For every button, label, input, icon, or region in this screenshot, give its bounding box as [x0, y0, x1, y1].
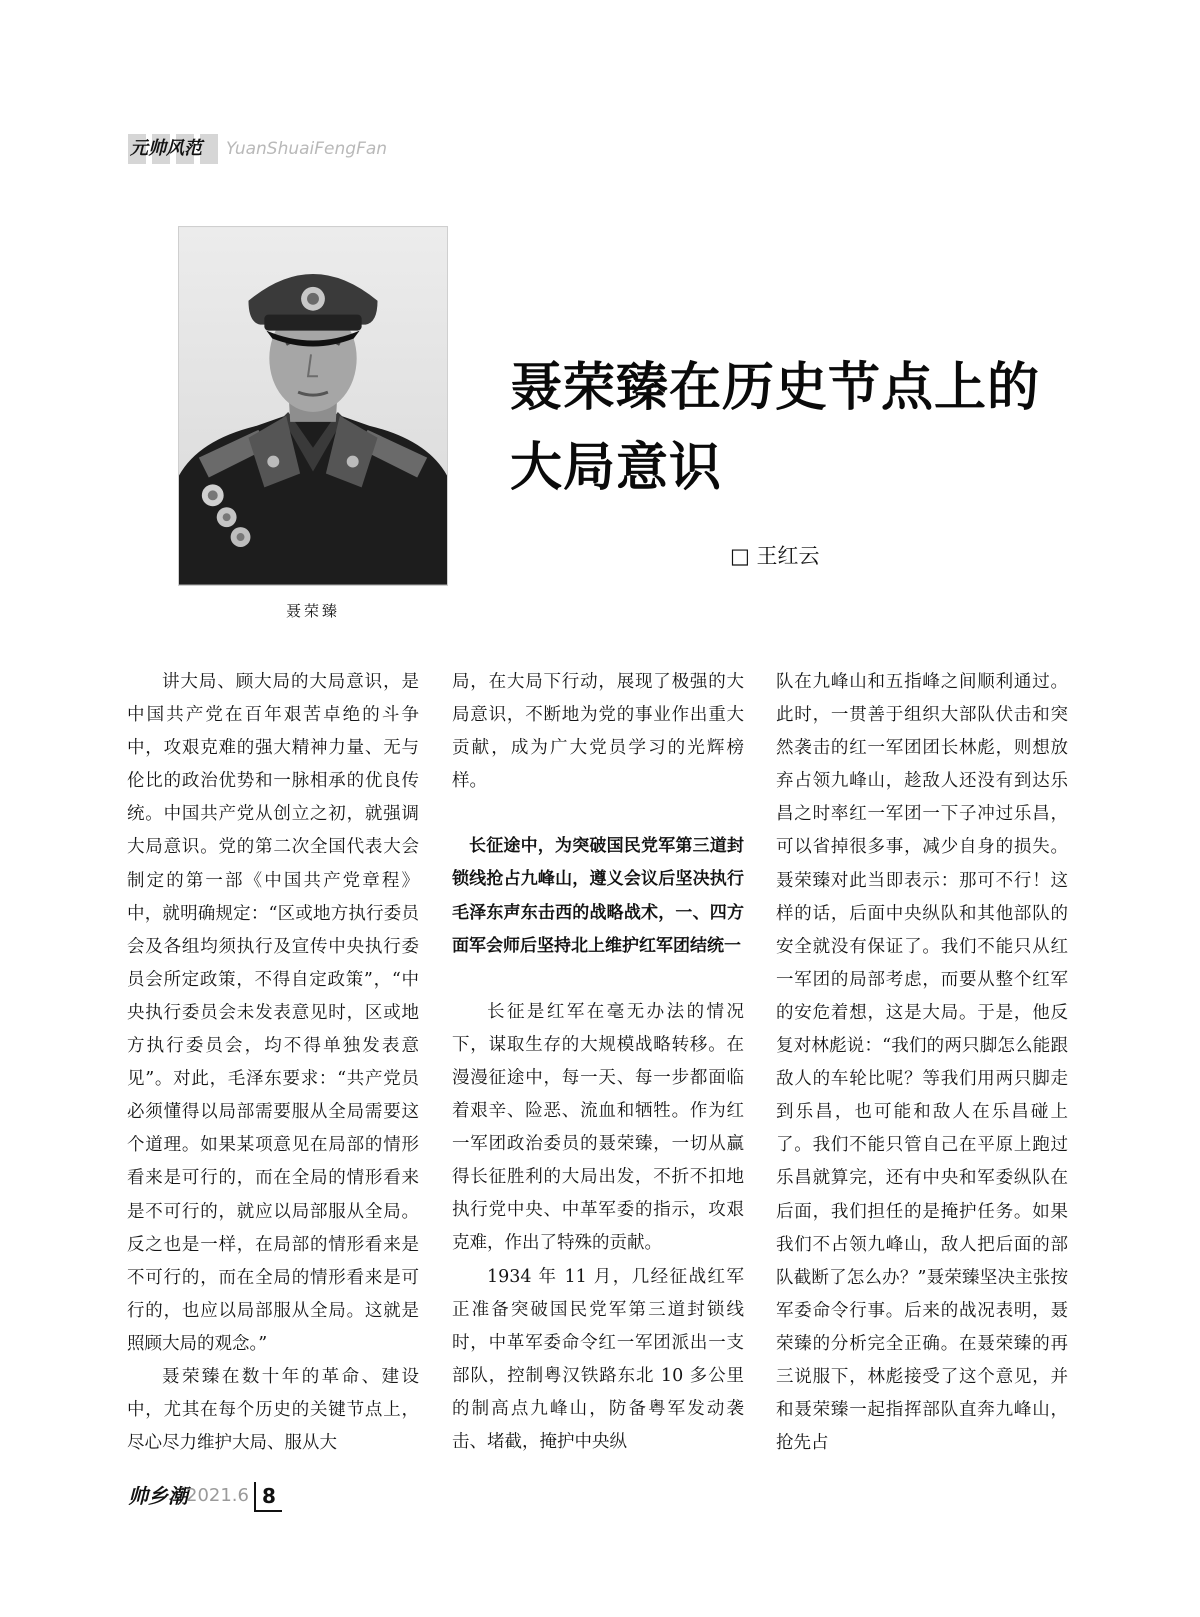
author-byline: □ 王红云 [730, 544, 820, 568]
paragraph: 局，在大局下行动，展现了极强的大局意识，不断地为党的事业作出重大贡献，成为广大党员学习的光辉榜样。 [452, 672, 744, 792]
portrait-photo [178, 226, 448, 586]
section-title-pinyin: YuanShuaiFengFan [226, 139, 388, 159]
page-number: 8 [254, 1482, 282, 1512]
portrait-caption: 聂荣臻 [285, 602, 340, 620]
paragraph: 1934 年 11 月，几经征战红军正准备突破国民党军第三道封锁线时，中革军委命令红一军团派出一支部队，控制粤汉铁路东北 10 多公里的制高点九峰山，防备粤军发动袭击、堵截，掩护中央纵 [452, 1266, 744, 1452]
portrait-illustration [179, 227, 447, 585]
paragraph: 讲大局、顾大局的大局意识，是中国共产党在百年艰苦卓绝的斗争中，攻艰克难的强大精神力量、无与伦比的政治优势和一脉相承的优良传统。中国共产党从创立之初，就强调大局意识。党的第二次全国代表大会制定的第一部《中国共产党章程》中，就明确规定：“区或地方执行委员会及各组均须执行及宣传中央执行委员会所定政策，不得自定政策”，“中央执行委员会未发表意见时，区或地方执行委员会，均不得单独发表意见”。对此，毛泽东要求：“共产党员必须懂得以局部需要服从全局需要这个道理。如果某项意见在局部的情形看来是可行的，而在全局的情形看来是不可行的，就应以局部服从全局。反之也是一样，在局部的情形看来是不可行的，而在全局的情形看来是可行的，也应以局部服从全局。这就是照顾大局的观念。” [127, 672, 419, 1354]
text-column-2 [452, 666, 744, 1459]
text-column-1 [127, 666, 419, 1460]
article-title [510, 348, 1070, 508]
paragraph: 聂荣臻在数十年的革命、建设中，尤其在每个历史的关键节点上，尽心尽力维护大局、服从大 [127, 1366, 419, 1454]
section-subheading: 长征途中，为突破国民党军第三道封锁线抢占九峰山，遵义会议后坚决执行毛泽东声东击西的战略战术，一、四方面军会师后坚持北上维护红军团结统一 [452, 836, 744, 956]
magazine-logo: 帅乡潮 [128, 1484, 188, 1508]
paragraph: 队在九峰山和五指峰之间顺利通过。此时，一贯善于组织大部队伏击和突然袭击的红一军团团长林彪，则想放弃占领九峰山，趁敌人还没有到达乐昌之时率红一军团一下子冲过乐昌，可以省掉很多事，减少自身的损失。聂荣臻对此当即表示：那可不行！这样的话，后面中央纵队和其他部队的安全就没有保证了。我们不能只从红一军团的局部考虑，而要从整个红军的安危着想，这是大局。于是，他反复对林彪说：“我们的两只脚怎么能跟敌人的车轮比呢？等我们用两只脚走到乐昌，也可能和敌人在乐昌碰上了。我们不能只管自己在平原上跑过乐昌就算完，还有中央和军委纵队在后面，我们担任的是掩护任务。如果我们不占领九峰山，敌人把后面的部队截断了怎么办？”聂荣臻坚决主张按军委命令行事。后来的战况表明，聂荣臻的分析完全正确。在聂荣臻的再三说服下，林彪接受了这个意见，并和聂荣臻一起指挥部队直奔九峰山，抢先占 [776, 672, 1068, 1454]
article-title-line-2: 大局意识 [510, 438, 723, 498]
article-title-line-1: 聂荣臻在历史节点上的 [510, 358, 1041, 418]
issue-date: 2021.6 [186, 1485, 249, 1506]
section-title-chinese: 元帅风范 [128, 134, 220, 164]
paragraph: 长征是红军在毫无办法的情况下，谋取生存的大规模战略转移。在漫漫征途中，每一天、每一步都面临着艰辛、险恶、流血和牺牲。作为红一军团政治委员的聂荣臻，一切从赢得长征胜利的大局出发，不折不扣地执行党中央、中革军委的指示，攻艰克难，作出了特殊的贡献。 [452, 1001, 744, 1254]
text-column-3 [776, 666, 1068, 1460]
